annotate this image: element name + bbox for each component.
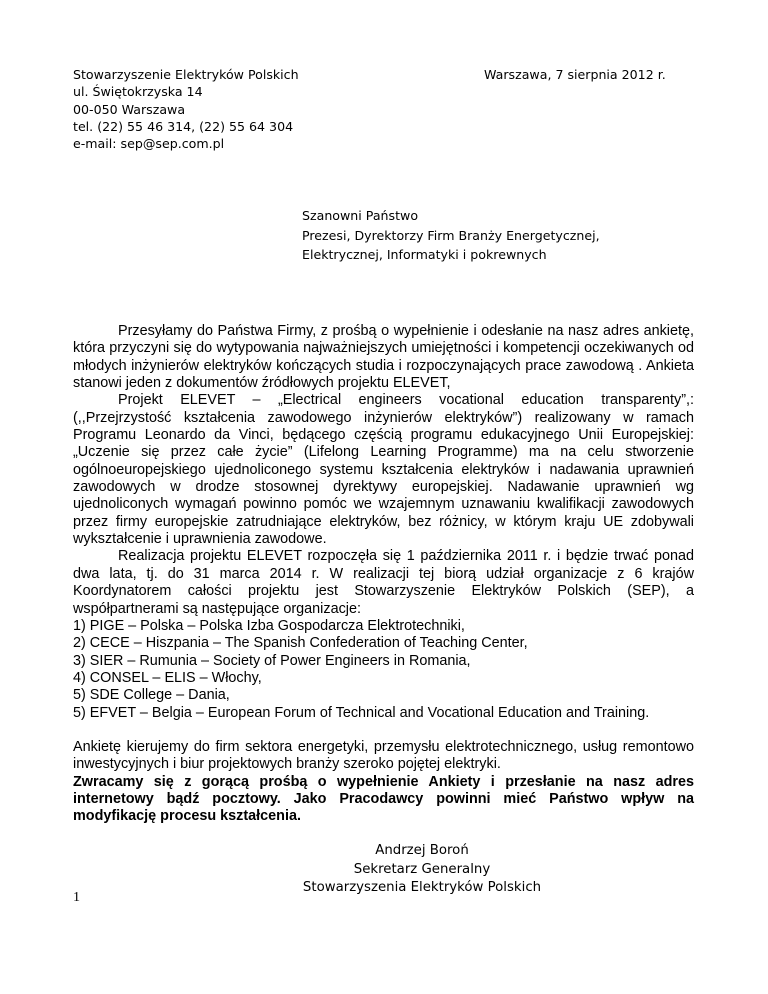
sender-street: ul. Świętokrzyska 14 bbox=[73, 84, 203, 100]
recipient-block bbox=[302, 206, 600, 265]
paragraph-gap bbox=[73, 722, 694, 739]
letter-body bbox=[73, 323, 694, 826]
sender-phone: tel. (22) 55 46 314, (22) 55 64 304 bbox=[73, 118, 294, 134]
sender-address bbox=[73, 66, 299, 152]
partner-item: 2) CECE – Hiszpania – The Spanish Confederation of Teaching Center, bbox=[73, 635, 528, 652]
partner-item: 5) EFVET – Belgia – European Forum of Technical and Vocational Education and Training. bbox=[73, 704, 650, 721]
partner-item: 4) CONSEL – ELIS – Włochy, bbox=[73, 669, 262, 686]
partner-item: 5) SDE College – Dania, bbox=[73, 687, 230, 704]
sender-email: e-mail: sep@sep.com.pl bbox=[73, 136, 225, 152]
recipient-line-1: Prezesi, Dyrektorzy Firm Branży Energetycznej, bbox=[302, 227, 600, 243]
sender-name: Stowarzyszenie Elektryków Polskich bbox=[73, 67, 299, 82]
recipient-salutation: Szanowni Państwo bbox=[302, 208, 419, 223]
body-paragraph-1: Przesyłamy do Państwa Firmy, z prośbą o wypełnienie i odesłanie na nasz adres ankietę, która przyczyni się do wytypowania najważniejszych umiejętności i kompetencji oczekiwanych od młodych inżynierów elektryków kończących studia i rozpoczynających prace zawodową . Ankieta stanowi jeden z dokumentów źródłowych projektu ELEVET, bbox=[73, 323, 694, 392]
letter-date: Warszawa, 7 sierpnia 2012 r. bbox=[484, 67, 666, 82]
signature-title: Sekretarz Generalny bbox=[353, 861, 491, 877]
signature-block bbox=[0, 842, 768, 898]
body-paragraph-2: Projekt ELEVET – „Electrical engineers vocational education transparenty”,: (,,Przejrzystość kształcenia zawodowego inżynierów elektryków”) realizowany w ramach Programu Leonardo da Vinci, będącego częścią programu edukacyjnego Unii Europejskiej: „Uczenie się przez całe życie” (Lifelong Learning Programme) ma na celu stworzenie ogólnoeuropejskiego ujednoliconego systemu kształcenia elektryków i nadawania uprawnień zawodowych w drodze stosownej dyrektywy europejskiej. Nadawanie uprawnień wg ujednoliconych wymagań powinno pomóc we wzajemnym uznawaniu kwalifikacji zawodowych przez firmy europejskie zatrudniające elektryków, bez różnicy, w którym kraju UE zdobywali wykształcenie i uprawnienia zawodowe. bbox=[73, 392, 694, 548]
partner-list bbox=[73, 618, 694, 722]
body-paragraph-3: Realizacja projektu ELEVET rozpoczęła się 1 października 2011 r. i będzie trwać ponad dwa lata, tj. do 31 marca 2014 r. W realizacji tej biorą udział organizacje z 6 krajów Koordynatorem całości projektu jest Stowarzyszenie Elektryków Polskich (SEP), a współpartnerami są następujące organizacje: bbox=[73, 548, 694, 617]
partner-item: 3) SIER – Rumunia – Society of Power Engineers in Romania, bbox=[73, 652, 471, 669]
sender-postal: 00-050 Warszawa bbox=[73, 101, 186, 117]
body-paragraph-5-bold: Zwracamy się z gorącą prośbą o wypełnienie Ankiety i przesłanie na nasz adres internetowy bądź pocztowy. Jako Pracodawcy powinni mieć Państwo wpływ na modyfikację procesu kształcenia. bbox=[73, 773, 694, 825]
recipient-line-2: Elektrycznej, Informatyki i pokrewnych bbox=[302, 247, 547, 262]
page-number: 1 bbox=[73, 890, 80, 905]
signature-org: Stowarzyszenia Elektryków Polskich bbox=[302, 880, 542, 895]
body-paragraph-4: Ankietę kierujemy do firm sektora energetyki, przemysłu elektrotechnicznego, usług remontowo inwestycyjnych i biur projektowych branży szeroko pojętej elektryki. bbox=[73, 738, 694, 773]
partner-item: 1) PIGE – Polska – Polska Izba Gospodarcza Elektrotechniki, bbox=[73, 617, 465, 634]
signature-name: Andrzej Boroń bbox=[375, 843, 469, 858]
